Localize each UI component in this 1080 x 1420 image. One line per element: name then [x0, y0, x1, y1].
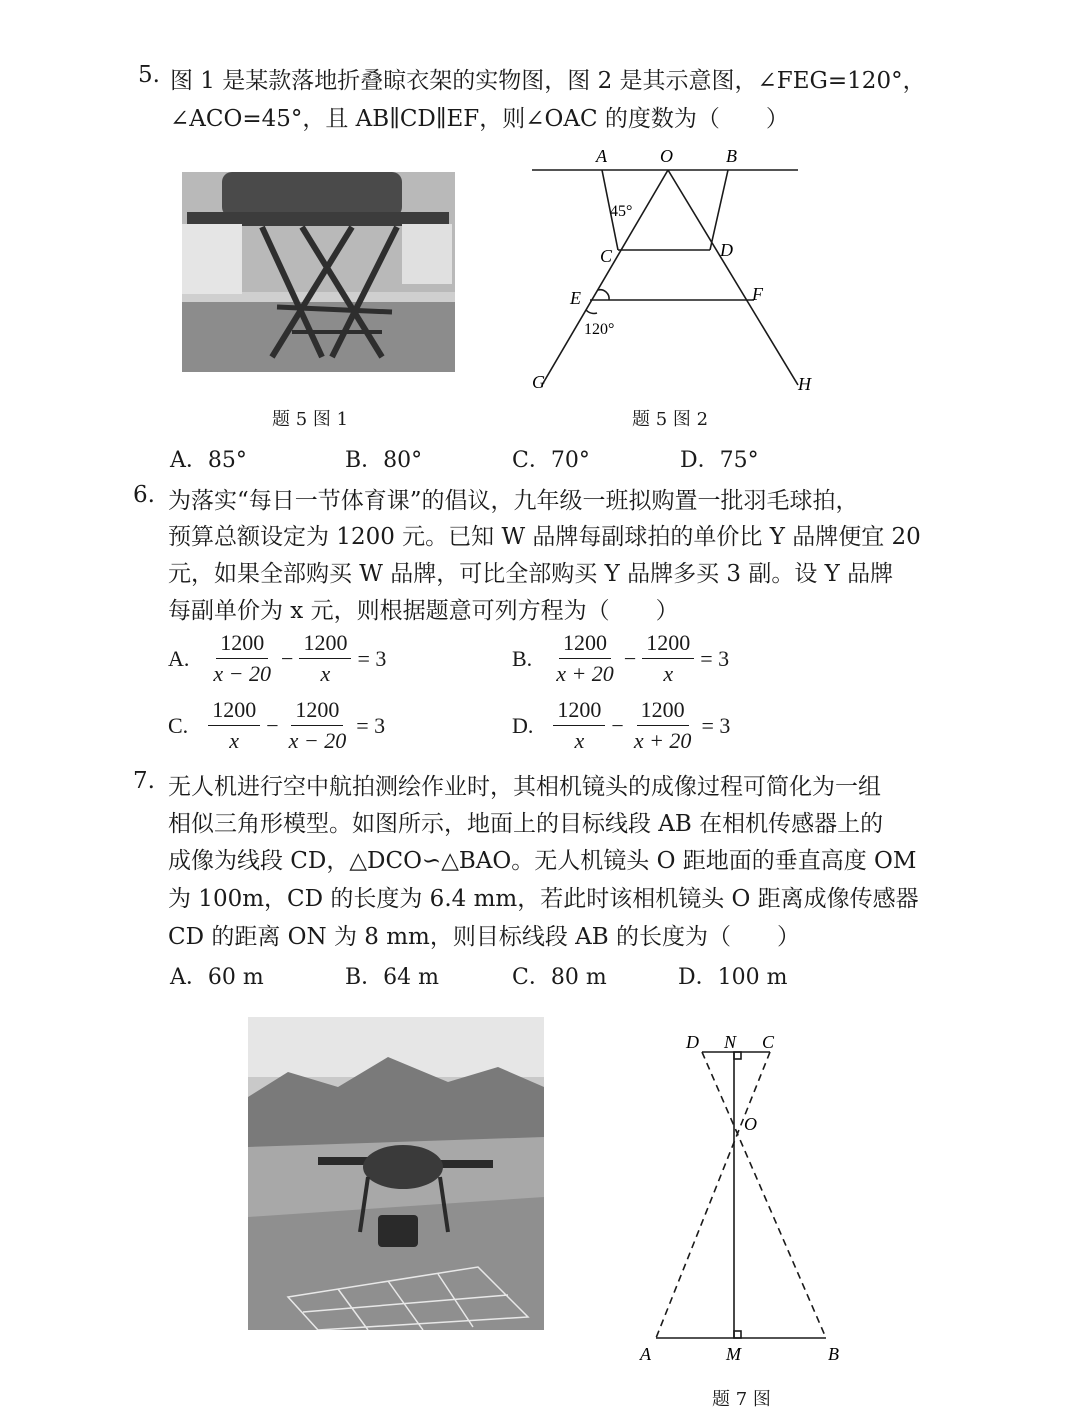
fig2-label-B: B — [726, 146, 737, 166]
fig7-label-O: O — [744, 1114, 757, 1134]
fig2-label-O: O — [660, 146, 673, 166]
q6-option-c[interactable]: C. $\frac{1200}{x}$ − $\frac{1200}{x - 20}$ = 3 — [168, 697, 386, 753]
q5-fig2-caption: 题 5 图 2 — [632, 409, 709, 430]
fig7-label-A: A — [640, 1344, 651, 1364]
q7-option-b[interactable]: B．64 m — [345, 965, 440, 990]
fig7-label-D: D — [686, 1032, 699, 1052]
q5-fig1-caption: 题 5 图 1 — [272, 409, 349, 430]
q7-text-line5: CD 的距离 ON 为 8 mm，则目标线段 AB 的长度为（ ） — [168, 924, 800, 950]
q7-option-a[interactable]: A．60 m — [170, 965, 264, 990]
q7-text-line2: 相似三角形模型。如图所示，地面上的目标线段 AB 在相机传感器上的 — [168, 811, 884, 837]
fig7-label-M: M — [726, 1344, 741, 1364]
drying-rack-photo — [182, 172, 455, 372]
q7-fig-caption: 题 7 图 — [712, 1389, 771, 1410]
fig2-label-F: F — [752, 284, 763, 304]
q7-text-line1: 无人机进行空中航拍测绘作业时，其相机镜头的成像过程可简化为一组 — [168, 774, 881, 800]
fig2-label-C: C — [600, 246, 613, 266]
q6-option-a[interactable]: A. $\frac{1200}{x - 20}$ − $\frac{1200}{x}$ = 3 — [168, 630, 387, 686]
fig2-angle-120: 120° — [584, 321, 615, 338]
fig7-label-B: B — [828, 1344, 839, 1364]
fig2-label-H: H — [798, 374, 811, 394]
q6-option-d[interactable]: D. $\frac{1200}{x}$ − $\frac{1200}{x + 20}$ = 3 — [512, 697, 731, 753]
q7-option-c[interactable]: C．80 m — [512, 965, 607, 990]
q6-option-b[interactable]: B. $\frac{1200}{x + 20}$ − $\frac{1200}{x}$ = 3 — [512, 630, 730, 686]
q5-option-b[interactable]: B．80° — [345, 448, 423, 473]
fig2-angle-45: 45° — [610, 203, 633, 220]
fig2-label-E: E — [570, 288, 581, 308]
q5-number: 5. — [138, 62, 160, 88]
fig2-label-A: A — [596, 146, 607, 166]
q7-triangle-diagram — [630, 1022, 860, 1372]
q5-text-line1: 图 1 是某款落地折叠晾衣架的实物图，图 2 是其示意图，∠FEG=120°， — [170, 68, 926, 94]
q5-option-d[interactable]: D．75° — [680, 448, 759, 473]
fig2-label-D: D — [720, 240, 733, 260]
q6-text-line4: 每副单价为 x 元，则根据题意可列方程为（ ） — [168, 598, 679, 624]
q5-option-a[interactable]: A．85° — [170, 448, 247, 473]
q5-text-line2: ∠ACO=45°，且 AB∥CD∥EF，则∠OAC 的度数为（ ） — [170, 106, 789, 132]
q7-text-line4: 为 100m，CD 的长度为 6.4 mm，若此时该相机镜头 O 距离成像传感器 — [168, 886, 919, 912]
q5-option-c[interactable]: C．70° — [512, 448, 590, 473]
q7-number: 7. — [133, 768, 155, 794]
drone-photo — [248, 1017, 544, 1330]
fig2-label-G: G — [532, 372, 545, 392]
q5-geometry-diagram — [520, 140, 820, 400]
q6-text-line1: 为落实“每日一节体育课”的倡议，九年级一班拟购置一批羽毛球拍， — [168, 488, 859, 514]
q7-text-line3: 成像为线段 CD，△DCO∽△BAO。无人机镜头 O 距地面的垂直高度 OM — [168, 848, 917, 874]
q6-text-line3: 元，如果全部购买 W 品牌，可比全部购买 Y 品牌多买 3 副。设 Y 品牌 — [168, 561, 894, 587]
q6-number: 6. — [133, 482, 155, 508]
q6-text-line2: 预算总额设定为 1200 元。已知 W 品牌每副球拍的单价比 Y 品牌便宜 20 — [168, 524, 921, 550]
fig7-label-N: N — [724, 1032, 737, 1052]
q7-option-d[interactable]: D．100 m — [678, 965, 788, 990]
fig7-label-C: C — [762, 1032, 775, 1052]
